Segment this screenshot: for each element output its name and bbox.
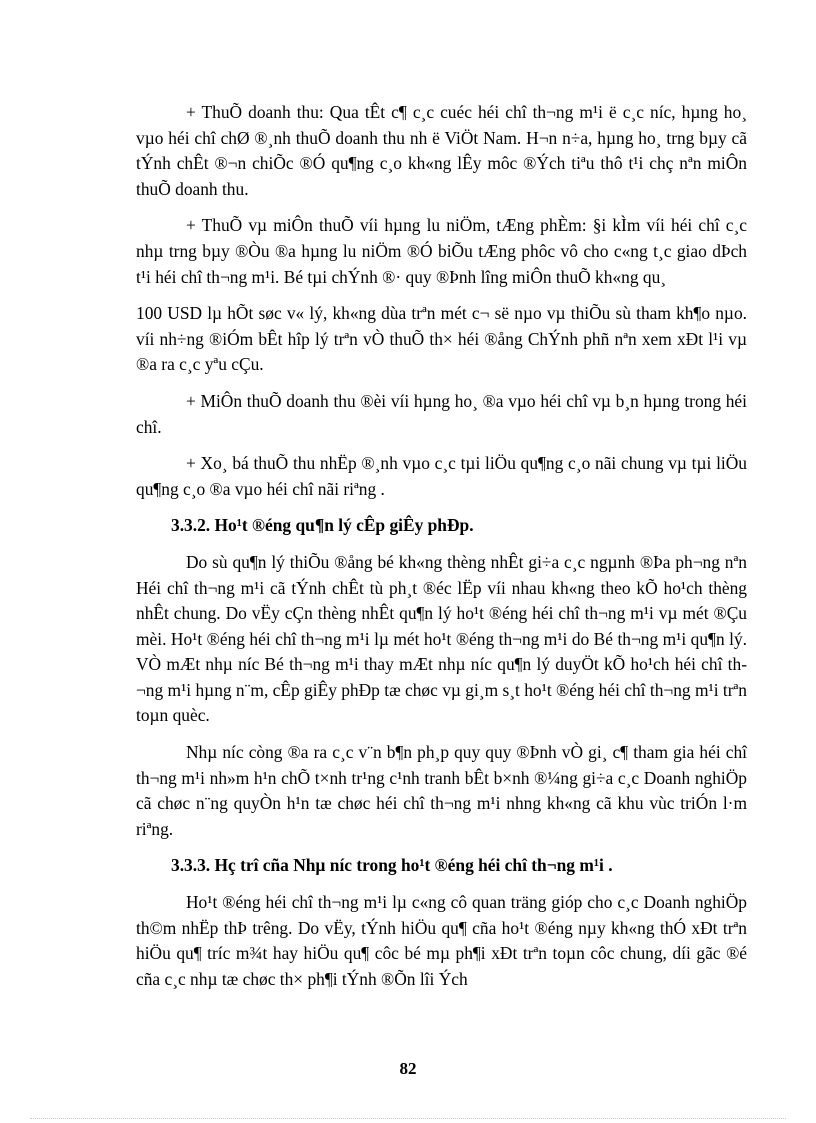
paragraph-tax-limit: 100 USD lµ hÕt søc v« lý, kh«ng dùa trªn mét c¬ së nµo vµ thiÕu sù tham kh¶o nµo. víi nh÷ng ®iÓm bÊt hîp lý trªn vÒ thuÕ th× héi ®ång ChÝnh phñ nªn xem xÐt l¹i vµ ®a ra c¸c yªu cÇu. xyxy=(136,303,747,375)
paragraph-tax-revenue: + ThuÕ doanh thu: Qua tÊt c¶ c¸c cuéc héi chî th¬ng m¹i ë c¸c níc, hµng ho¸ vµo héi chî chØ ®¸nh thuÕ doanh thu nh ë ViÖt Nam. H¬n n÷a, hµng ho¸ trng bµy cã tÝnh chÊt ®¬n chiÕc ®Ó qu¶ng c¸o kh«ng lÊy môc ®Ých tiªu thô t¹i chç nªn miÔn thuÕ doanh thu. xyxy=(136,102,747,199)
paragraph-advertising-tax: + Xo¸ bá thuÕ thu nhËp ®¸nh vµo c¸c tµi liÖu qu¶ng c¸o nãi chung vµ tµi liÖu qu¶ng c¸o ®a vµo héi chî nãi riªng . xyxy=(136,453,747,499)
section-heading-state-support: 3.3.3. Hç trî cña Nhµ níc trong ho¹t ®éng héi chî th¬ng m¹i . xyxy=(171,855,613,876)
paragraph-state-support: Ho¹t ®éng héi chî th¬ng m¹i lµ c«ng cô quan träng gióp cho c¸c Doanh nghiÖp th©m nhËp thÞ trêng. Do vËy, tÝnh hiÖu qu¶ cña ho¹t ®éng nµy kh«ng thÓ xÐt trªn hiÖu qu¶ tríc m¾t hay hiÖu qu¶ côc bé mµ ph¶i xÐt trªn toµn côc chung, díi gãc ®é cña c¸c nhµ tæ chøc th× ph¶i tÝnh ®Õn lîi Ých xyxy=(136,892,747,989)
paragraph-souvenir-tax: + ThuÕ vµ miÔn thuÕ víi hµng lu niÖm, tÆng phÈm: §i kÌm víi héi chî c¸c nhµ trng bµy ®Òu ®a hµng lu niÖm ®Ó biÕu tÆng phôc vô cho c«ng t¸c giao dÞch t¹i héi chî th¬ng m¹i. Bé tµi chÝnh ®· quy ®Þnh lîng miÔn thuÕ kh«ng qu¸ xyxy=(136,215,747,287)
page-content xyxy=(136,100,747,1003)
page-bottom-divider xyxy=(30,1118,786,1119)
section-heading-licensing: 3.3.2. Ho¹t ®éng qu¶n lý cÊp giÊy phÐp. xyxy=(171,515,474,536)
page-number: 82 xyxy=(399,1059,417,1078)
paragraph-pricing-regulation: Nhµ níc còng ®a ra c¸c v¨n b¶n ph¸p quy quy ®Þnh vÒ gi¸ c¶ tham gia héi chî th¬ng m¹i nh»m h¹n chÕ t×nh tr¹ng c¹nh tranh bÊt b×nh ®¼ng gi÷a c¸c Doanh nghiÖp cã chøc n¨ng quyÒn h¹n tæ chøc héi chî th¬ng m¹i nhng kh«ng cã khu vùc triÓn l·m riªng. xyxy=(136,742,747,839)
paragraph-revenue-exemption: + MiÔn thuÕ doanh thu ®èi víi hµng ho¸ ®a vµo héi chî vµ b¸n hµng trong héi chî. xyxy=(136,390,747,437)
paragraph-licensing-management: Do sù qu¶n lý thiÕu ®ång bé kh«ng thèng nhÊt gi÷a c¸c ngµnh ®Þa ph¬ng nªn Héi chî th¬ng m¹i cã tÝnh chÊt tù ph¸t ®éc lËp víi nhau kh«ng theo kÕ ho¹ch thèng nhÊt chung. Do vËy cÇn thèng nhÊt qu¶n lý ho¹t ®éng héi chî th¬ng m¹i vµ mét ®Çu mèi. Ho¹t ®éng héi chî th¬ng m¹i lµ mét ho¹t ®éng th¬ng m¹i do Bé th¬ng m¹i qu¶n lý. VÒ mÆt nhµ níc Bé th¬ng m¹i thay mÆt nhµ níc qu¶n lý duyÖt kÕ ho¹ch héi chî th¬ng m¹i hµng n¨m, cÊp giÊy phÐp tæ chøc vµ gi¸m s¸t ho¹t ®éng héi chî th¬ng m¹i trªn toµn quèc. xyxy=(136,551,747,726)
